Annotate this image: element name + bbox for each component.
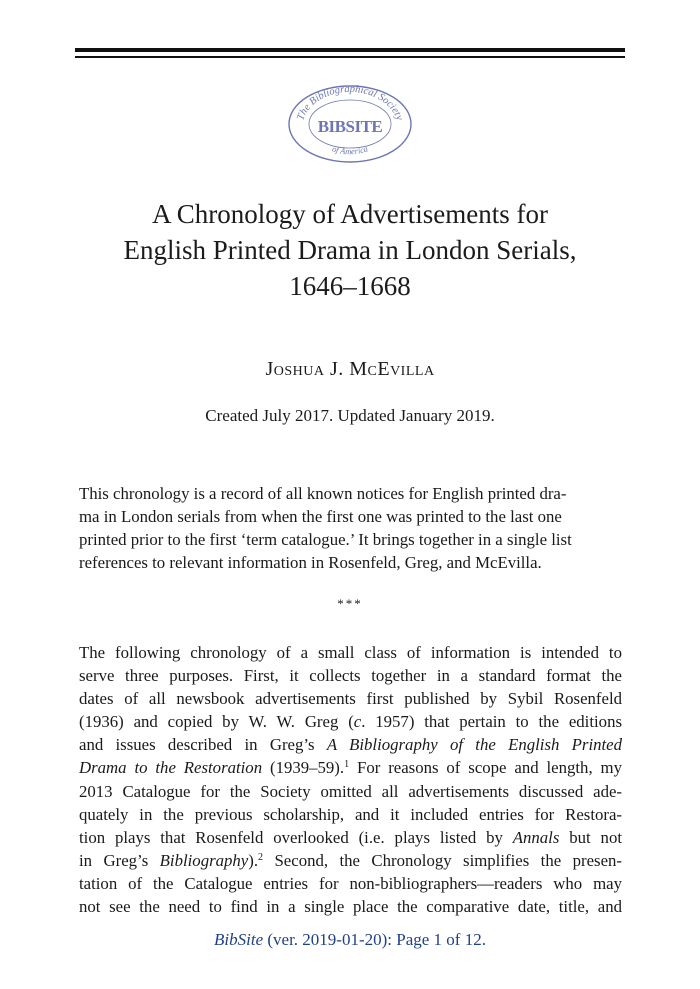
body-line: serve three purposes. First, it collects together in a standard format the <box>79 666 622 686</box>
body-text-span: For reasons of scope and length, my <box>349 758 622 778</box>
body-line <box>79 756 622 779</box>
body-text-span: but not <box>559 827 622 847</box>
title-line: 1646–1668 <box>289 271 411 301</box>
title-line: English Printed Drama in London Serials, <box>123 235 577 265</box>
body-text-span: and issues described in Greg’s <box>79 735 327 755</box>
abstract-line: references to relevant information in Rosenfeld, Greg, and McEvilla. <box>79 553 542 572</box>
bibliography-italic: Bibliography <box>159 850 249 870</box>
bibsite-seal-logo <box>286 84 414 164</box>
document-title <box>60 196 640 304</box>
creation-dates: Created July 2017. Updated January 2019. <box>205 406 495 425</box>
abstract-line: ma in London serials from when the first one was printed to the last one <box>79 507 562 526</box>
body-line: not see the need to find in a single place the comparative date, title, and <box>79 897 622 917</box>
body-line: The following chronology of a small class of information is intended to <box>79 643 622 662</box>
body-text-span: (1939–59). <box>262 758 345 778</box>
body-line: dates of all newsbook advertisements first published by Sybil Rosenfeld <box>79 689 622 709</box>
body-text-span: in Greg’s <box>79 850 160 870</box>
body-text-span: ). <box>248 850 259 870</box>
abstract <box>79 482 624 574</box>
footer-site-name: BibSite <box>214 930 264 949</box>
body-line <box>79 710 622 733</box>
body-text-span: Second, the Chronology simplifies the presen- <box>263 850 622 870</box>
body-line <box>79 826 622 849</box>
body-line: quately in the previous scholarship, and it included entries for Restora- <box>79 804 622 824</box>
seal-center-text: BIBSITE <box>317 117 383 136</box>
body-paragraph <box>79 641 622 918</box>
body-line: 2013 Catalogue for the Society omitted all advertisements discussed ade- <box>79 781 622 801</box>
seal-bottom-text: of America <box>330 143 370 157</box>
body-text-span: (1936) and copied by W. W. Greg ( <box>79 712 354 732</box>
footnote-marker: 2 <box>258 851 264 863</box>
body-line <box>79 733 622 756</box>
circa-abbrev: c <box>353 712 362 732</box>
footer-page-info: (ver. 2019-01-20): Page 1 of 12. <box>263 930 486 949</box>
section-separator: *** <box>337 596 363 611</box>
footnote-marker: 1 <box>344 759 350 771</box>
book-title-italic: Drama to the Restoration <box>79 758 263 778</box>
seal-arc-text: The Bibliographical Society <box>295 84 405 122</box>
body-line <box>79 849 622 872</box>
body-line: tation of the Catalogue entries for non-bibliographers—readers who may <box>79 873 622 893</box>
body-text-span: tion plays that Rosenfeld overlooked (i.e. plays listed by <box>79 827 513 847</box>
abstract-line: This chronology is a record of all known notices for English printed dra- <box>79 484 567 503</box>
annals-italic: Annals <box>512 827 560 847</box>
author-name: Joshua J. McEvilla <box>265 358 435 380</box>
header-rule-thick <box>75 48 625 52</box>
title-line: A Chronology of Advertisements for <box>152 199 548 229</box>
header-rule-thin <box>75 56 625 58</box>
page-footer <box>0 930 700 950</box>
book-title-italic: A Bibliography of the English Printed <box>326 735 623 755</box>
abstract-line: printed prior to the first ‘term catalogue.’ It brings together in a single list <box>79 530 572 549</box>
body-text-span: . 1957) that pertain to the editions <box>361 712 622 732</box>
svg-text:of America <box>331 143 369 156</box>
